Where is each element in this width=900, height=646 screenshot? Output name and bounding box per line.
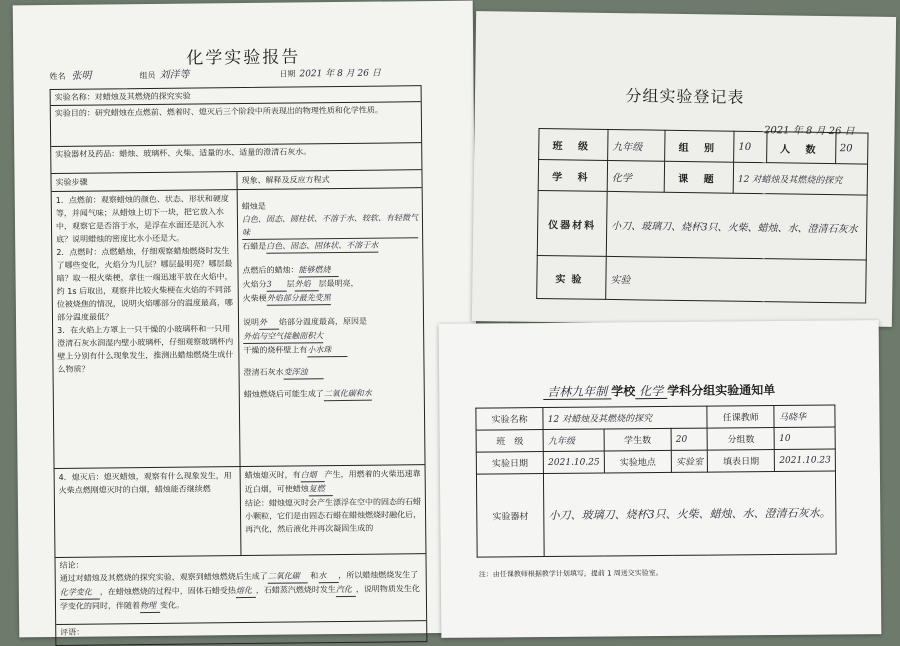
- r1-label: 蜡烛是: [241, 201, 266, 212]
- exp-name-value: 12 对蜡烛及其燃烧的探究: [543, 406, 707, 429]
- registration-date: 2021 年 8 月 26 日: [764, 125, 855, 138]
- exp-name-label: 实验名称: [476, 408, 543, 431]
- name-value: 张明: [71, 70, 92, 82]
- notice-note: 注：由任课教师根据教学计划填写，提前 1 周送交实验室。: [478, 568, 663, 579]
- name-label: 姓名: [49, 71, 66, 82]
- class-value: 九年级: [543, 429, 604, 452]
- r2b-unit: 层: [286, 279, 295, 289]
- comment-row: [56, 621, 426, 645]
- conclusion-label: 结论：: [59, 560, 84, 570]
- r3-value: 外: [259, 316, 279, 330]
- step-4: 4．熄灭后：熄灭蜡烛，观察有什么现象发生，用火柴点燃刚熄灭时的白烟，蜡烛能否继续燃: [55, 467, 242, 557]
- count-value: 20: [671, 428, 707, 450]
- c-v6: 物理: [140, 599, 160, 613]
- c-v2: 水: [318, 569, 338, 583]
- r2b-text: 火焰分: [242, 279, 267, 290]
- purpose-row: [51, 102, 421, 147]
- date-value: 2021.10.25: [544, 451, 605, 474]
- step-3: 3．在火焰上方罩上一只干燥的小玻璃杯和一只用澄清石灰水润湿内壁小玻璃杯，仔细观察玻璃杯内壁上分别有什么现象发生，推测出蜡烛燃烧生成什么物质？: [57, 324, 234, 374]
- r4-text: 蜡烛熄灭时，有: [244, 470, 301, 481]
- notice-table: [475, 404, 836, 557]
- subject-value: 化学: [607, 160, 665, 192]
- filldate-label: 填表日期: [707, 449, 775, 472]
- exp-value: 实验: [606, 256, 867, 303]
- conclusion-text: 通过对蜡烛及其燃烧的探究实验，观察到蜡烛燃烧后生成了: [59, 571, 268, 583]
- teacher-label: 任课教师: [707, 405, 775, 428]
- c-v3: 化学变化: [60, 586, 100, 600]
- step-1: 1．点燃前：观察蜡烛的颜色、状态、形状和硬度等，并闻气味；从蜡烛上切下一块，把它放入水中，观察它是否溶于水，是浮在水面还是沉入水底？说明蜡烛的密度比水小还是大。: [55, 194, 229, 244]
- groups-value: 10: [775, 427, 836, 450]
- registration-title: 分组实验登记表: [625, 86, 745, 107]
- c-t4: ，在蜡烛燃烧的过程中，固体石蜡受热: [99, 586, 236, 597]
- date-value: 2021 年 8 月 26 日: [299, 68, 381, 80]
- purpose-text: 研究蜡烛在点燃前、燃着时、熄灭后三个阶段中所表现出的物理性质和化学性质。: [94, 105, 383, 118]
- topic-label: 实验名称：: [54, 92, 95, 102]
- r2-label: 点燃后的蜡烛：: [242, 265, 299, 276]
- r3-text2: 焰部分温度最高，原因是: [278, 316, 368, 327]
- exp-label: 实验: [537, 255, 607, 299]
- r4-value: 白烟: [301, 468, 325, 482]
- class-value: 九年级: [608, 129, 666, 161]
- place-value: 实验室: [671, 450, 707, 472]
- c-t7: 变化。: [159, 600, 185, 610]
- c-v4: 熔化: [236, 584, 256, 598]
- c-t5: ，石蜡蒸汽燃烧时发生: [255, 585, 336, 595]
- filldate-value: 2021.10.23: [775, 449, 836, 472]
- report-meta: [49, 68, 441, 82]
- c-t3: ，所以蜡烛燃烧发生了: [338, 570, 419, 581]
- report-title: 化学实验报告: [186, 47, 301, 69]
- r3-value3: 小水珠: [307, 343, 347, 357]
- materials-label: 实验器材及药品：: [55, 149, 120, 159]
- c-v1: 二氧化碳: [268, 569, 308, 583]
- people-value: 20: [835, 133, 868, 164]
- r1b-value: 白色、固态、固体状、不溶于水: [266, 239, 378, 254]
- steps-body: [52, 188, 425, 469]
- group-value: 10: [734, 131, 767, 162]
- date-label: 日期: [279, 69, 296, 79]
- lesson-value: 12 对蜡烛及其燃烧的探究: [733, 162, 867, 195]
- r2d-value: 外焰部分最先变黑: [267, 291, 331, 306]
- c-v5: 汽化: [336, 583, 356, 597]
- steps-header: 实验步骤: [51, 172, 237, 191]
- subject-label: 学 科: [538, 159, 607, 191]
- r2-value: 能够燃烧: [298, 263, 338, 277]
- notice-title-mid: 学校: [611, 384, 636, 399]
- report-table: [50, 85, 428, 646]
- step4-result: [241, 465, 426, 555]
- c-t6: ，说明物质发生化学变化的同时，伴随着: [59, 584, 420, 611]
- materials-value: 小刀、玻璃刀、烧杯3只、火柴、蜡烛、水、澄清石灰水: [606, 191, 867, 260]
- notice-subject: 化学: [635, 384, 667, 399]
- r3-text5: 蜡烛燃烧后可能生成了: [243, 389, 324, 400]
- comment-label: 评语：: [60, 627, 85, 637]
- topic-text: 对蜡烛及其燃烧的探究实验: [94, 91, 191, 102]
- r3-text: 说明: [242, 317, 260, 328]
- equipment-value: 小刀、玻璃刀、烧杯3只、火柴、蜡烛、水、澄清石灰水。: [544, 471, 836, 557]
- r1b-label: 石蜡是: [242, 241, 267, 252]
- results-column: [238, 188, 425, 466]
- equipment-label: 实验器材: [476, 474, 544, 558]
- r2c-text: 层最明亮，: [318, 278, 359, 289]
- group-label: 组员: [139, 70, 156, 81]
- class-label: 班 级: [476, 430, 543, 453]
- notice-sheet: [439, 320, 882, 638]
- step-2: 2．点燃时：点燃蜡烛，仔细观察蜡烛燃烧时发生了哪些变化，火焰分为几层？哪层最明亮？哪层最暗？取一根火柴梗，拿住一端迅速平放在火焰中，约 1s 后取出，观察并比较火柴梗在火焰的不同部位被烧焦的情况，说明火焰哪部分的温度最高，哪部分温度最低？: [56, 246, 233, 322]
- r3-text4: 澄清石灰水: [243, 367, 284, 378]
- r2d-label: 火柴梗: [242, 293, 267, 304]
- notice-school: 吉林九年制: [543, 384, 611, 400]
- purpose-label: 实验目的：: [54, 108, 95, 118]
- place-label: 实验地点: [604, 450, 671, 473]
- registration-table: [536, 128, 868, 304]
- lesson-label: 课 题: [664, 161, 733, 193]
- people-label: 人 数: [766, 132, 835, 164]
- materials-row: [51, 143, 421, 174]
- r3-text3: 干燥的烧杯壁上有: [243, 345, 308, 356]
- date-label: 实验日期: [476, 452, 543, 475]
- r1-value: 白色、固态、圆柱状、不溶于水、较软、有轻微气味: [242, 211, 418, 240]
- teacher-value: 马晓华: [774, 405, 835, 428]
- step4-body: [55, 465, 426, 558]
- r4-value2: 复燃: [309, 482, 333, 496]
- r3-value2: 外焰与空气接触面积大: [243, 329, 323, 344]
- groups-label: 分组数: [707, 427, 775, 450]
- count-label: 学生数: [604, 428, 671, 451]
- r4-text3: 结论：蜡烛熄灭时会产生漂浮在空中的固态的石蜡小颗粒，它们是由固态石蜡在蜡烛燃烧时融化后，再汽化，然后液化并再次凝固生成的: [244, 497, 422, 535]
- notice-title-rest: 学科分组实验通知单: [667, 382, 776, 398]
- c-t2: 和: [310, 571, 319, 581]
- results-header: 现象、解释及反应方程式: [241, 175, 330, 186]
- r3-value5: 二氧化碳和水: [324, 387, 372, 402]
- class-label: 班 级: [539, 128, 608, 160]
- registration-sheet: [472, 11, 896, 327]
- r2c-value: 外焰: [295, 277, 319, 291]
- r2b-value: 3: [267, 278, 287, 292]
- conclusion-row: [55, 554, 426, 625]
- materials-text: 蜡烛、玻璃杯、火柴、适量的水、适量的澄清石灰水。: [119, 147, 312, 159]
- materials-label: 仪器材料: [537, 190, 607, 256]
- r3-value4: 变浑浊: [283, 365, 323, 379]
- group-label: 组 别: [665, 130, 734, 162]
- notice-title: [439, 380, 879, 401]
- group-value: 刘洋等: [159, 69, 190, 81]
- r4-text2: 产生，用燃着的火柴迅速靠近白烟，可使蜡烛: [244, 469, 421, 495]
- steps-column: [52, 190, 241, 468]
- experiment-report-sheet: [13, 1, 480, 638]
